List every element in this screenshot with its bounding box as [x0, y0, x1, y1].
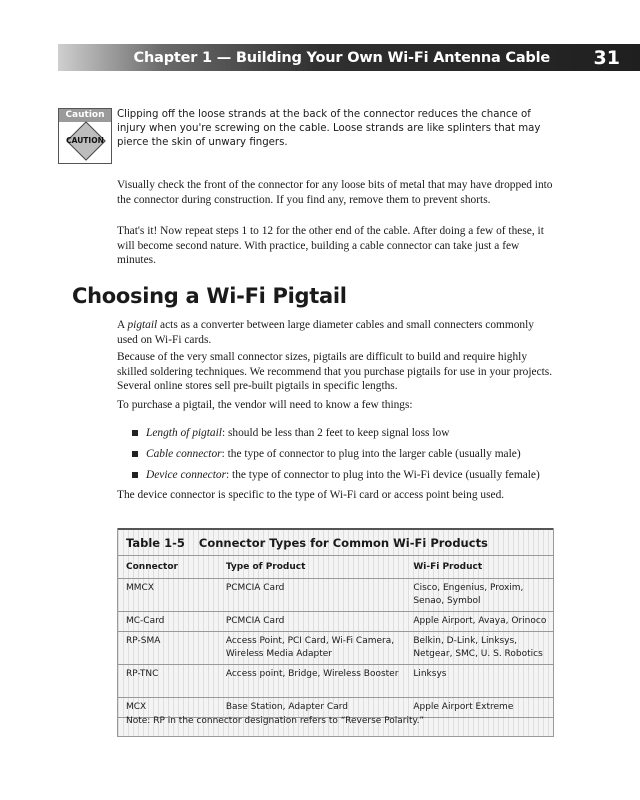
- table-cell: Linksys: [405, 665, 553, 698]
- chapter-title: Chapter 1 — Building Your Own Wi-Fi Antenna Cable: [133, 50, 550, 66]
- section-paragraph-1: A pigtail acts as a converter between large diameter cables and small connecters commonly used on Wi-Fi cards.: [117, 319, 534, 346]
- table-number: Table 1-5: [126, 536, 185, 550]
- table-note: Note: RP in the connector designation refers to “Reverse Polarity.”: [126, 716, 425, 726]
- page-number: 31: [593, 47, 620, 69]
- connector-table: [117, 528, 554, 737]
- table-cell: MMCX: [118, 579, 218, 612]
- table-cell: PCMCIA Card: [218, 612, 405, 632]
- list-item: Length of pigtail: should be less than 2 feet to keep signal loss low: [132, 426, 540, 447]
- list-item: Cable connector: the type of connector to plug into the larger cable (usually male): [132, 447, 540, 468]
- table-row: [118, 632, 553, 665]
- table-row: [118, 698, 553, 718]
- requirements-list: [132, 426, 540, 489]
- section-heading: Choosing a Wi-Fi Pigtail: [72, 284, 347, 308]
- table-cell: PCMCIA Card: [218, 579, 405, 612]
- caution-sign-text: CAUTION: [66, 136, 104, 145]
- table-cell: RP-SMA: [118, 632, 218, 665]
- section-paragraph-4: The device connector is specific to the type of Wi-Fi card or access point being used.: [117, 489, 505, 501]
- table-cell: Cisco, Engenius, Proxim, Senao, Symbol: [405, 579, 553, 612]
- list-item: Device connector: the type of connector to plug into the Wi-Fi device (usually female): [132, 468, 540, 489]
- pigtail-term: pigtail: [127, 319, 158, 331]
- table-cell: RP-TNC: [118, 665, 218, 698]
- table-rule: [118, 528, 553, 530]
- body-paragraph-2: That's it! Now repeat steps 1 to 12 for the other end of the cable. After doing a few of these, it will become second nature. With practice, building a cable connector can take just a few minutes.: [117, 225, 544, 266]
- table-header-row: [118, 556, 553, 579]
- table-cell: Apple Airport, Avaya, Orinoco: [405, 612, 553, 632]
- running-header: [58, 44, 640, 71]
- table-cell: Belkin, D-Link, Linksys, Netgear, SMC, U. S. Robotics: [405, 632, 553, 665]
- table-caption: [126, 536, 488, 550]
- table-cell: Base Station, Adapter Card: [218, 698, 405, 718]
- table-cell: MCX: [118, 698, 218, 718]
- table-cell: Apple Airport Extreme: [405, 698, 553, 718]
- caution-label: Caution: [59, 109, 111, 122]
- caution-icon: [58, 108, 112, 164]
- table-cell: Access Point, PCI Card, Wi-Fi Camera, Wireless Media Adapter: [218, 632, 405, 665]
- body-paragraph-1: Visually check the front of the connector for any loose bits of metal that may have dropped into the connector during construction. If you find any, remove them to prevent shorts.: [117, 179, 553, 206]
- table-row: [118, 612, 553, 632]
- section-paragraph-2: Because of the very small connector sizes, pigtails are difficult to build and require highly skilled soldering techniques. We recommend that you purchase pigtails for use in your projects. Several online stores sell pre-built pigtails in specific lengths.: [117, 351, 553, 392]
- table-row: [118, 665, 553, 698]
- column-header: Connector: [118, 556, 218, 579]
- table-row: [118, 579, 553, 612]
- table-cell: Access point, Bridge, Wireless Booster: [218, 665, 405, 698]
- caution-text: Clipping off the loose strands at the back of the connector reduces the chance of injury when you're screwing on the cable. Loose strands are like splinters that may pierce the skin of unwary fingers.: [117, 109, 541, 148]
- section-paragraph-3: To purchase a pigtail, the vendor will need to know a few things:: [117, 399, 413, 411]
- column-header: Type of Product: [218, 556, 405, 579]
- connector-types-table: [118, 555, 553, 718]
- table-cell: MC-Card: [118, 612, 218, 632]
- column-header: Wi-Fi Product: [405, 556, 553, 579]
- table-title: Connector Types for Common Wi-Fi Products: [198, 536, 488, 550]
